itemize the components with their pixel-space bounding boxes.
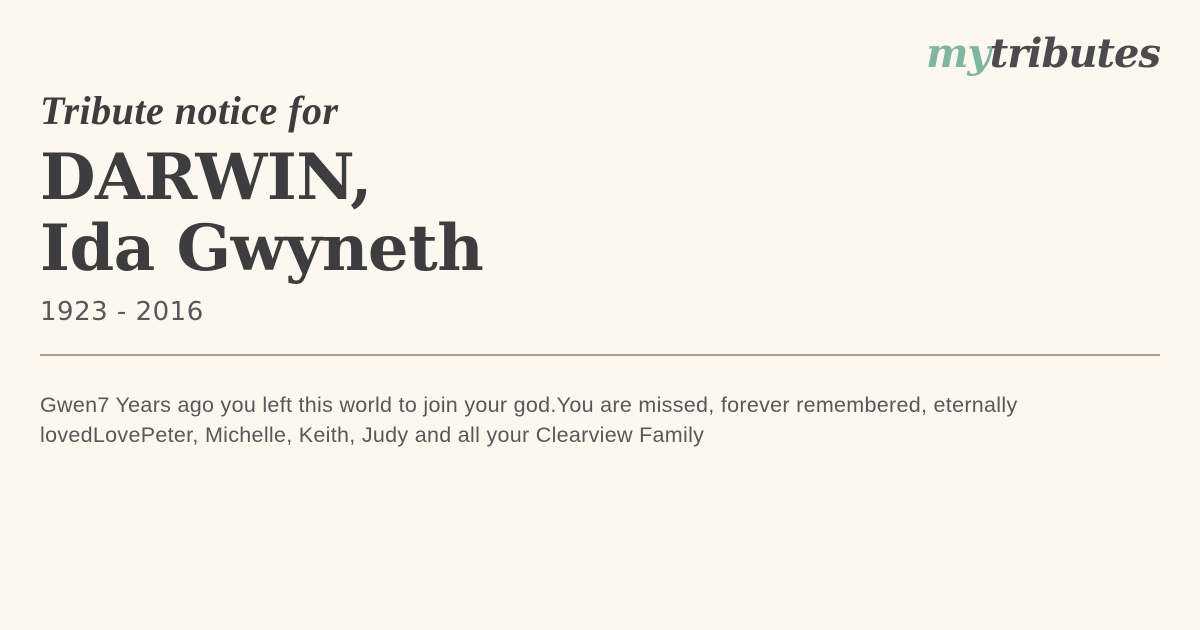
deceased-surname: DARWIN, bbox=[40, 140, 372, 215]
logo-prefix: my bbox=[926, 30, 990, 77]
deceased-years: 1923 - 2016 bbox=[40, 297, 204, 327]
deceased-given-names: Ida Gwyneth bbox=[40, 211, 484, 286]
tribute-eyebrow: Tribute notice for bbox=[40, 88, 339, 133]
divider-line bbox=[40, 354, 1160, 356]
tribute-message: Gwen7 Years ago you left this world to join your god.You are missed, forever remembered, eternally lovedLovePeter, Michelle, Keith, Judy and all your Clearview Family bbox=[40, 393, 1018, 447]
logo-suffix: tributes bbox=[989, 30, 1160, 77]
logo-row bbox=[40, 30, 1160, 78]
mytributes-logo bbox=[926, 30, 1160, 78]
deceased-name bbox=[40, 142, 1160, 284]
